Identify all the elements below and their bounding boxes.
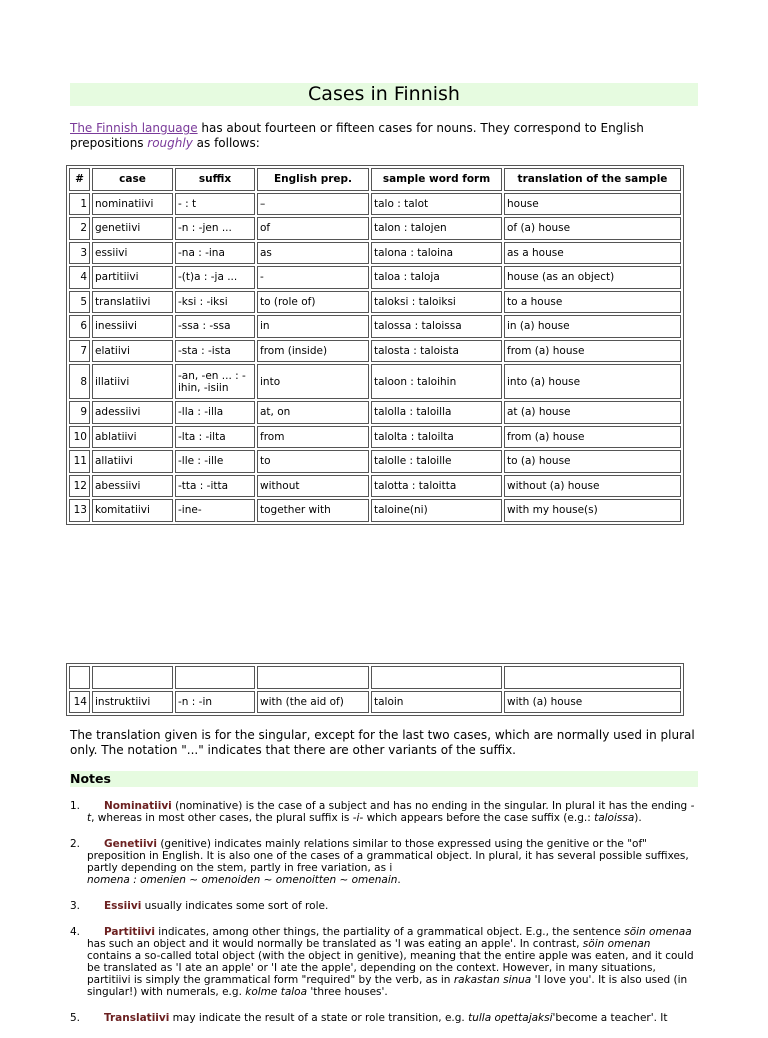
table-row: [69, 193, 681, 216]
table-row: [69, 315, 681, 338]
cell-translation: from (a) house: [504, 340, 681, 363]
note-number: 2.: [70, 838, 81, 850]
cell-suffix: -lla : -illa: [175, 401, 255, 424]
cell-prep: at, on: [257, 401, 369, 424]
cell-suffix: -lle : -ille: [175, 450, 255, 473]
intro-text-2: as follows:: [192, 136, 260, 150]
note-text: .: [397, 874, 401, 886]
cell-case: illatiivi: [92, 364, 173, 399]
cell-num: 11: [69, 450, 90, 473]
note-term: Partitiivi: [104, 926, 155, 938]
header-suffix: suffix: [175, 168, 255, 191]
note-italic: söin omenan: [582, 938, 651, 950]
table-row: [69, 401, 681, 424]
cell-sample: talo : talot: [371, 193, 502, 216]
cell-case: partitiivi: [92, 266, 173, 289]
cell-suffix: -lta : -ilta: [175, 426, 255, 449]
note-term: Genetiivi: [104, 838, 157, 850]
finnish-language-link[interactable]: The Finnish language: [70, 121, 198, 135]
cell-suffix: -an, -en ... : -ihin, -isiin: [175, 364, 255, 399]
cell-prep: from: [257, 426, 369, 449]
translation-note: The translation given is for the singular, except for the last two cases, which are normally used in plural only. The notation "..." indicates that there are other variants of the suffix.: [70, 728, 695, 757]
cell-sample: taloine(ni): [371, 499, 502, 522]
note-text: (genitive) indicates mainly relations similar to those expressed using the genitive or the "of" preposition in English. It is also one of the cases of a grammatical object. In plural, it has several possible suffixes, partly depending on the stem, partly in free variation, as i: [87, 838, 689, 874]
cell-sample: taloin: [371, 691, 502, 714]
cell-num: 12: [69, 475, 90, 498]
cell-sample: talon : talojen: [371, 217, 502, 240]
note-number: 4.: [70, 926, 81, 938]
table-row: [69, 364, 681, 399]
note-text: 'become a teacher'. It: [552, 1012, 668, 1024]
cases-table-continued: [66, 663, 684, 716]
note-italic: -i-: [352, 812, 364, 824]
table-row: [69, 291, 681, 314]
note-item: [70, 1012, 698, 1024]
cell-case: inessiivi: [92, 315, 173, 338]
cell-prep: with (the aid of): [257, 691, 369, 714]
note-text: indicates, among other things, the partiality of a grammatical object. E.g., the sentence: [154, 926, 625, 938]
header-num: #: [69, 168, 90, 191]
intro-paragraph: [70, 121, 698, 151]
notes-heading: Notes: [70, 771, 698, 787]
cell-case: komitatiivi: [92, 499, 173, 522]
cell-case: genetiivi: [92, 217, 173, 240]
empty-cell: [371, 666, 502, 689]
cell-case: allatiivi: [92, 450, 173, 473]
cell-sample: taloksi : taloiksi: [371, 291, 502, 314]
note-item: [70, 838, 698, 886]
note-text: ).: [634, 812, 642, 824]
cell-suffix: -ine-: [175, 499, 255, 522]
cell-translation: as a house: [504, 242, 681, 265]
header-sample-word-form: sample word form: [371, 168, 502, 191]
cell-sample: talolta : taloilta: [371, 426, 502, 449]
cell-translation: to (a) house: [504, 450, 681, 473]
note-text: 'three houses'.: [307, 986, 388, 998]
cell-num: 14: [69, 691, 90, 714]
cell-prep: together with: [257, 499, 369, 522]
cell-case: adessiivi: [92, 401, 173, 424]
cases-table: [66, 165, 684, 525]
note-term: Translatiivi: [104, 1012, 170, 1024]
cell-case: ablatiivi: [92, 426, 173, 449]
note-item: [70, 926, 698, 998]
cell-case: abessiivi: [92, 475, 173, 498]
cell-prep: of: [257, 217, 369, 240]
table-row: [69, 426, 681, 449]
note-number: 3.: [70, 900, 81, 912]
cell-translation: with (a) house: [504, 691, 681, 714]
note-italic: taloissa: [594, 812, 635, 824]
cell-translation: of (a) house: [504, 217, 681, 240]
cell-translation: at (a) house: [504, 401, 681, 424]
header-english-prep: English prep.: [257, 168, 369, 191]
page-title: Cases in Finnish: [70, 83, 698, 106]
cell-suffix: -n : -in: [175, 691, 255, 714]
table-row: [69, 340, 681, 363]
cell-num: 2: [69, 217, 90, 240]
cell-case: translatiivi: [92, 291, 173, 314]
cell-suffix: -tta : -itta: [175, 475, 255, 498]
cell-num: 10: [69, 426, 90, 449]
note-text: usually indicates some sort of role.: [141, 900, 329, 912]
note-item: [70, 800, 698, 824]
note-italic: söin omenaa: [624, 926, 692, 938]
empty-cell: [257, 666, 369, 689]
note-italic: -t: [87, 800, 695, 824]
note-number: 1.: [70, 800, 81, 812]
table-row: [69, 266, 681, 289]
cell-prep: -: [257, 266, 369, 289]
cell-suffix: -na : -ina: [175, 242, 255, 265]
note-text: 'I love you'. It is also used (in singular!) with numerals, e.g.: [87, 974, 688, 998]
cell-suffix: -n : -jen ...: [175, 217, 255, 240]
note-text: has such an object and it would normally be translated as 'I was eating an apple'. In contrast,: [87, 938, 583, 950]
cell-translation: into (a) house: [504, 364, 681, 399]
cell-sample: talossa : taloissa: [371, 315, 502, 338]
empty-cell: [504, 666, 681, 689]
intro-text-1: has about fourteen or fifteen cases for nouns. They correspond to English prepositions: [70, 121, 644, 150]
header-translation: translation of the sample: [504, 168, 681, 191]
cell-translation: without (a) house: [504, 475, 681, 498]
table-header-row: [69, 168, 681, 191]
cell-sample: talona : taloina: [371, 242, 502, 265]
cell-num: 3: [69, 242, 90, 265]
cell-suffix: -(t)a : -ja ...: [175, 266, 255, 289]
table-row: [69, 475, 681, 498]
table-row: [69, 691, 681, 714]
cell-translation: in (a) house: [504, 315, 681, 338]
cell-prep: in: [257, 315, 369, 338]
cell-num: 1: [69, 193, 90, 216]
cell-sample: talosta : taloista: [371, 340, 502, 363]
table-row: [69, 499, 681, 522]
cell-suffix: -sta : -ista: [175, 340, 255, 363]
cell-prep: –: [257, 193, 369, 216]
cell-translation: house (as an object): [504, 266, 681, 289]
cell-prep: to: [257, 450, 369, 473]
note-term: Nominatiivi: [104, 800, 172, 812]
cell-prep: without: [257, 475, 369, 498]
note-text: , whereas in most other cases, the plural suffix is: [91, 812, 353, 824]
note-italic: nomena : omenien ~ omenoiden ~ omenoitten ~ omenain: [87, 874, 398, 886]
table-row: [69, 242, 681, 265]
cell-translation: house: [504, 193, 681, 216]
cell-sample: talolla : taloilla: [371, 401, 502, 424]
cell-sample: talolle : taloille: [371, 450, 502, 473]
cell-prep: to (role of): [257, 291, 369, 314]
cell-num: 9: [69, 401, 90, 424]
note-term: Essiivi: [104, 900, 142, 912]
note-text: contains a so-called total object (with the object in genitive), meaning that the entire apple was eaten, and it could be translated as 'I ate an apple' or 'I ate the apple', depending on the context. However, in many situations, partitiivi is simply the grammatical form "required" by the verb, as in: [87, 950, 694, 986]
cell-num: 4: [69, 266, 90, 289]
cell-num: 6: [69, 315, 90, 338]
cell-case: nominatiivi: [92, 193, 173, 216]
cell-num: 7: [69, 340, 90, 363]
note-text: (nominative) is the case of a subject and has no ending in the singular. In plural it has the ending: [171, 800, 691, 812]
cell-prep: into: [257, 364, 369, 399]
note-number: 5.: [70, 1012, 81, 1024]
intro-emphasis: roughly: [147, 136, 193, 150]
note-text: may indicate the result of a state or role transition, e.g.: [169, 1012, 469, 1024]
notes-list: [70, 800, 698, 1038]
cell-case: instruktiivi: [92, 691, 173, 714]
empty-cell: [69, 666, 90, 689]
note-text: which appears before the case suffix (e.g.:: [363, 812, 595, 824]
table-row: [69, 217, 681, 240]
note-italic: rakastan sinua: [453, 974, 532, 986]
table-row: [69, 450, 681, 473]
cell-translation: from (a) house: [504, 426, 681, 449]
cell-case: essiivi: [92, 242, 173, 265]
cell-num: 8: [69, 364, 90, 399]
cell-num: 13: [69, 499, 90, 522]
cell-case: elatiivi: [92, 340, 173, 363]
cell-translation: with my house(s): [504, 499, 681, 522]
note-italic: tulla opettajaksi: [468, 1012, 553, 1024]
cell-sample: taloon : taloihin: [371, 364, 502, 399]
cell-prep: from (inside): [257, 340, 369, 363]
cell-translation: to a house: [504, 291, 681, 314]
cell-sample: talotta : taloitta: [371, 475, 502, 498]
empty-cell: [175, 666, 255, 689]
cell-prep: as: [257, 242, 369, 265]
header-case: case: [92, 168, 173, 191]
cell-suffix: - : t: [175, 193, 255, 216]
note-item: [70, 900, 698, 912]
cell-suffix: -ssa : -ssa: [175, 315, 255, 338]
empty-cell: [92, 666, 173, 689]
cell-sample: taloa : taloja: [371, 266, 502, 289]
cell-suffix: -ksi : -iksi: [175, 291, 255, 314]
cell-num: 5: [69, 291, 90, 314]
note-italic: kolme taloa: [245, 986, 308, 998]
empty-row: [69, 666, 681, 689]
